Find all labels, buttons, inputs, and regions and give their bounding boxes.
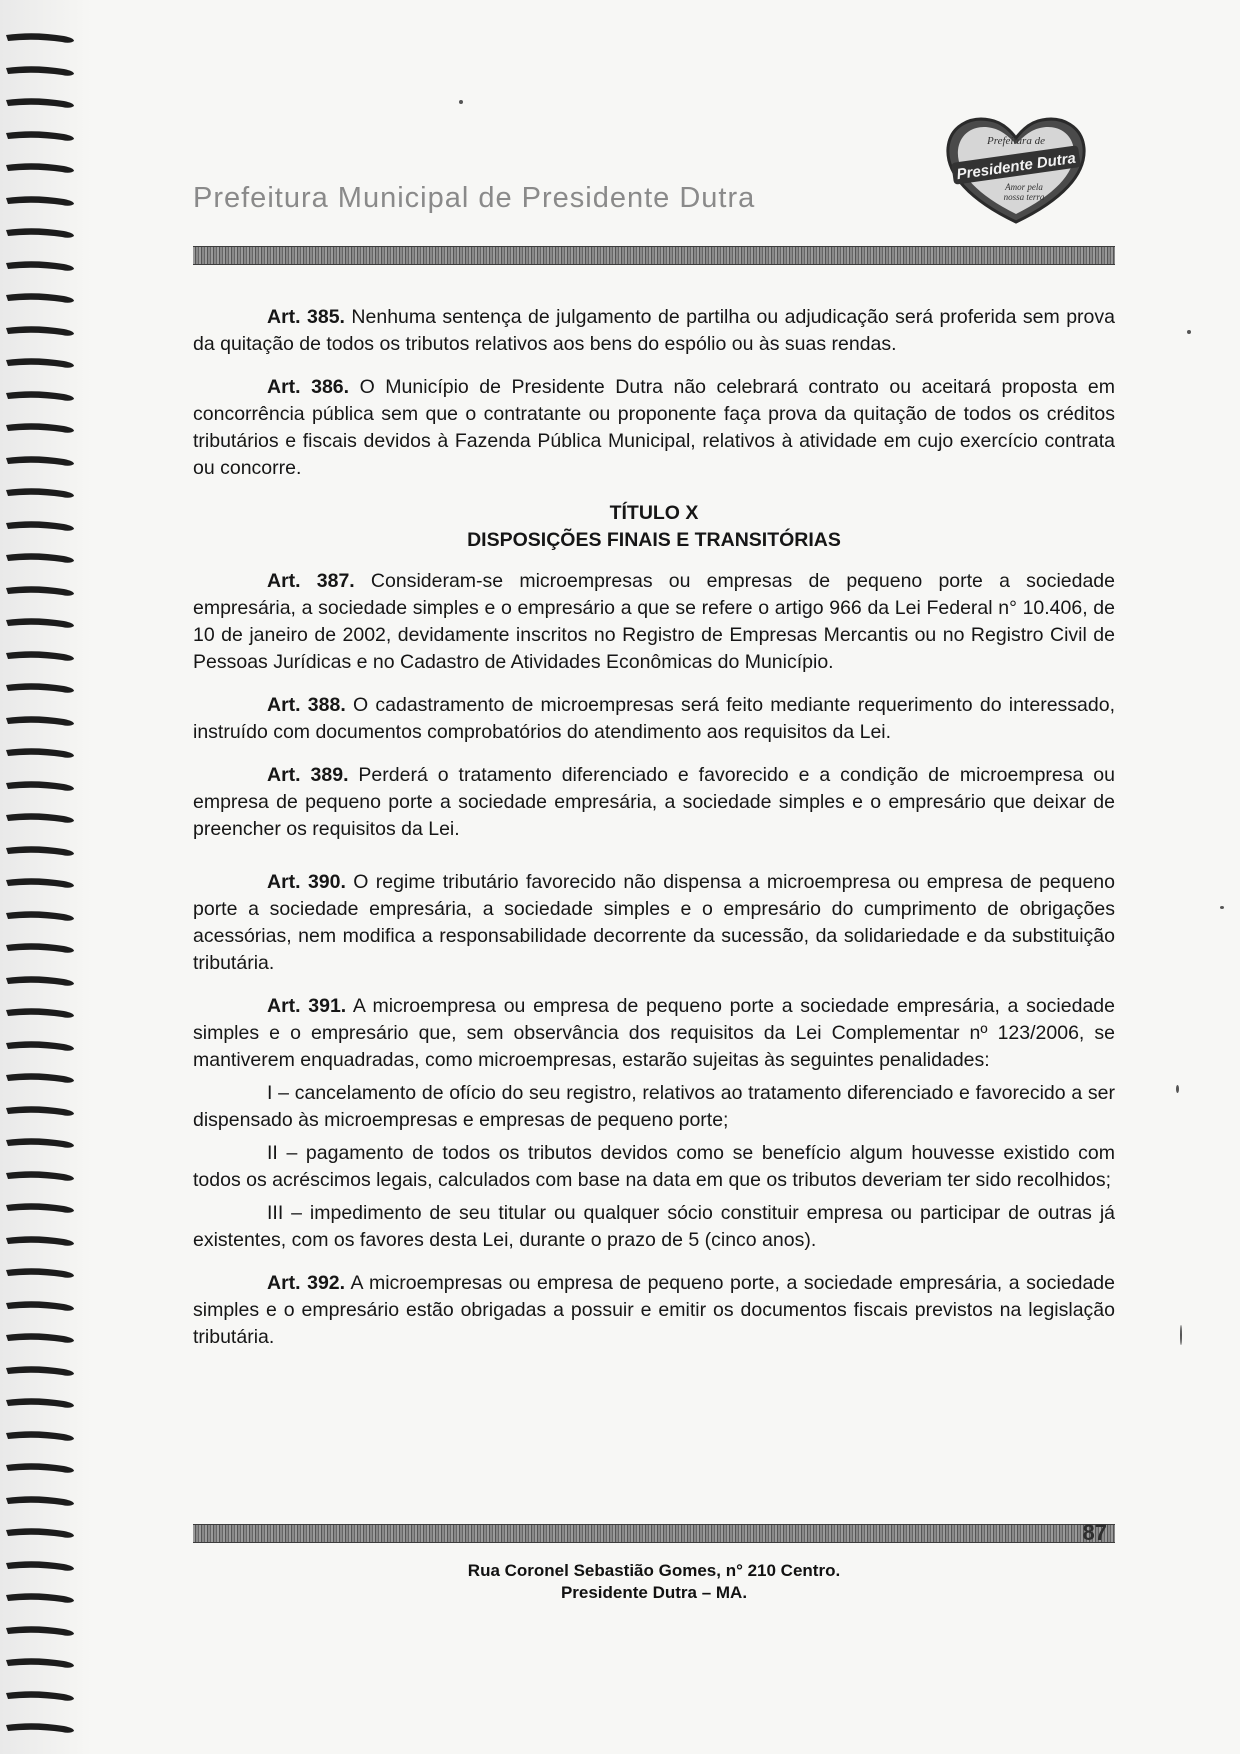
- municipal-logo: [940, 110, 1092, 230]
- article-391-item-i: I – cancelamento de ofício do seu registro, relativos ao tratamento diferenciado e favorecido a ser dispensado às microempresas e empresas de pequeno porte;: [193, 1082, 1115, 1131]
- article-386: Art. 386. O Município de Presidente Dutra não celebrará contrato ou aceitará proposta em concorrência pública sem que o contratante ou proponente faça prova da quitação de todos os créditos tributários e fiscais devidos à Fazenda Pública Municipal, relativos à atividade em cujo exercício contrata ou concorre.: [193, 376, 1116, 479]
- scan-speck: [459, 100, 463, 104]
- document-body: [193, 304, 1115, 1367]
- binding-coil: [4, 1395, 76, 1410]
- article-388: Art. 388. O cadastramento de microempresas será feito mediante requerimento do interessado, instruído com documentos comprobatórios do atendimento aos requisitos da Lei.: [193, 694, 1115, 743]
- binding-coil: [4, 1168, 76, 1183]
- article-389: Art. 389. Perderá o tratamento diferenciado e favorecido e a condição de microempresa ou empresa de pequeno porte a sociedade empresária, a sociedade simples e o empresário que deixar de preencher os requisitos da Lei.: [193, 764, 1115, 840]
- binding-coil: [4, 1135, 76, 1150]
- binding-coil: [4, 1655, 76, 1670]
- binding-coil: [4, 258, 76, 273]
- binding-coil: [4, 160, 76, 175]
- binding-coil: [4, 583, 76, 598]
- article-391: Art. 391. A microempresa ou empresa de pequeno porte a sociedade empresária, a sociedade simples e o empresário que, sem observância dos requisitos da Lei Complementar nº 123/2006, se mantiverem enquadradas, como microempresas, estarão sujeitas às seguintes penalidades:: [193, 995, 1115, 1071]
- binding-coil: [4, 1688, 76, 1703]
- binding-coil: [4, 63, 76, 78]
- binding-coil: [4, 908, 76, 923]
- footer-address: Rua Coronel Sebastião Gomes, n° 210 Centro.: [467, 1561, 841, 1580]
- page-number: 87: [1082, 1520, 1107, 1545]
- scan-speck: [1220, 906, 1224, 909]
- article-390: Art. 390. O regime tributário favorecido não dispensa a microempresa ou empresa de pequeno porte a sociedade empresária, a sociedade simples e o empresário do cumprimento de obrigações acessórias, nem modifica a responsabilidade decorrente da sucessão, da solidariedade e da substituição tributária.: [193, 871, 1115, 974]
- page-header-title: Prefeitura Municipal de Presidente Dutra: [193, 182, 756, 214]
- binding-coil: [4, 128, 76, 143]
- binding-coil: [4, 940, 76, 955]
- footer-divider-band: [193, 1520, 1115, 1545]
- binding-coil: [4, 648, 76, 663]
- binding-coil: [4, 973, 76, 988]
- binding-coil: [4, 518, 76, 533]
- binding-coil: [4, 1590, 76, 1605]
- binding-coil: [4, 875, 76, 890]
- svg-text:Amor pela: Amor pela: [1005, 182, 1043, 192]
- svg-text:Prefeitura de: Prefeitura de: [987, 135, 1045, 147]
- binding-coil: [4, 290, 76, 305]
- binding-coil: [4, 95, 76, 110]
- binding-coil: [4, 453, 76, 468]
- binding-coil: [4, 1428, 76, 1443]
- title-subtitle: DISPOSIÇÕES FINAIS E TRANSITÓRIAS: [467, 529, 841, 551]
- article-387: Art. 387. Consideram-se microempresas ou empresas de pequeno porte a sociedade empresária, a sociedade simples e o empresário a que se refere o artigo 966 da Lei Federal n° 10.406, de 10 de janeiro de 2002, devidamente inscritos no Registro de Empresas Mercantis ou no Registro Civil de Pessoas Jurídicas e no Cadastro de Atividades Econômicas do Município.: [193, 570, 1116, 673]
- binding-coil: [4, 550, 76, 565]
- binding-coil: [4, 1070, 76, 1085]
- header-divider-band: [193, 246, 1115, 265]
- svg-text:nossa terra: nossa terra: [1003, 192, 1045, 202]
- binding-coil: [4, 225, 76, 240]
- binding-coil: [4, 388, 76, 403]
- binding-coil: [4, 1363, 76, 1378]
- section-title: [193, 500, 1115, 554]
- binding-coil: [4, 1265, 76, 1280]
- article-391-item-ii: II – pagamento de todos os tributos devidos como se benefício algum houvesse existido com todos os acréscimos legais, calculados com base na data em que os tributos deveriam ter sido recolhidos;: [193, 1142, 1115, 1191]
- binding-coil: [4, 1200, 76, 1215]
- binding-coil: [4, 1720, 76, 1735]
- binding-coil: [4, 1330, 76, 1345]
- binding-coil: [4, 1005, 76, 1020]
- binding-coil: [4, 778, 76, 793]
- footer-city: Presidente Dutra – MA.: [560, 1583, 748, 1602]
- binding-coil: [4, 1558, 76, 1573]
- binding-coil: [4, 1038, 76, 1053]
- binding-coil: [4, 615, 76, 630]
- page-footer: [193, 1560, 1115, 1604]
- title-number: TÍTULO X: [609, 502, 699, 524]
- scan-speck: [1180, 1325, 1182, 1345]
- binding-coil: [4, 810, 76, 825]
- binding-coil: [4, 680, 76, 695]
- binding-coil: [4, 1525, 76, 1540]
- binding-coil: [4, 485, 76, 500]
- scan-speck: [1176, 1085, 1179, 1093]
- binding-coil: [4, 1233, 76, 1248]
- binding-coil: [4, 1493, 76, 1508]
- binding-coil: [4, 323, 76, 338]
- svg-text:Presidente Dutra: Presidente Dutra: [955, 149, 1077, 184]
- binding-coil: [4, 1623, 76, 1638]
- article-392: Art. 392. A microempresas ou empresa de pequeno porte, a sociedade empresária, a sociedade simples e o empresário estão obrigadas a possuir e emitir os documentos fiscais previstos na legislação tributária.: [193, 1272, 1115, 1348]
- binding-coil: [4, 355, 76, 370]
- binding-coil: [4, 30, 76, 45]
- binding-coil: [4, 1460, 76, 1475]
- binding-coil: [4, 193, 76, 208]
- article-385: Art. 385. Nenhuma sentença de julgamento de partilha ou adjudicação será proferida sem prova da quitação de todos os tributos relativos aos bens do espólio ou às suas rendas.: [193, 306, 1115, 355]
- binding-coil: [4, 1298, 76, 1313]
- binding-coil: [4, 745, 76, 760]
- binding-coil: [4, 843, 76, 858]
- article-391-item-iii: III – impedimento de seu titular ou qualquer sócio constituir empresa ou participar de outras já existentes, com os favores desta Lei, durante o prazo de 5 (cinco anos).: [193, 1202, 1115, 1251]
- spiral-binding: [0, 0, 92, 1754]
- binding-coil: [4, 713, 76, 728]
- binding-coil: [4, 420, 76, 435]
- scan-speck: [1187, 330, 1191, 334]
- binding-coil: [4, 1103, 76, 1118]
